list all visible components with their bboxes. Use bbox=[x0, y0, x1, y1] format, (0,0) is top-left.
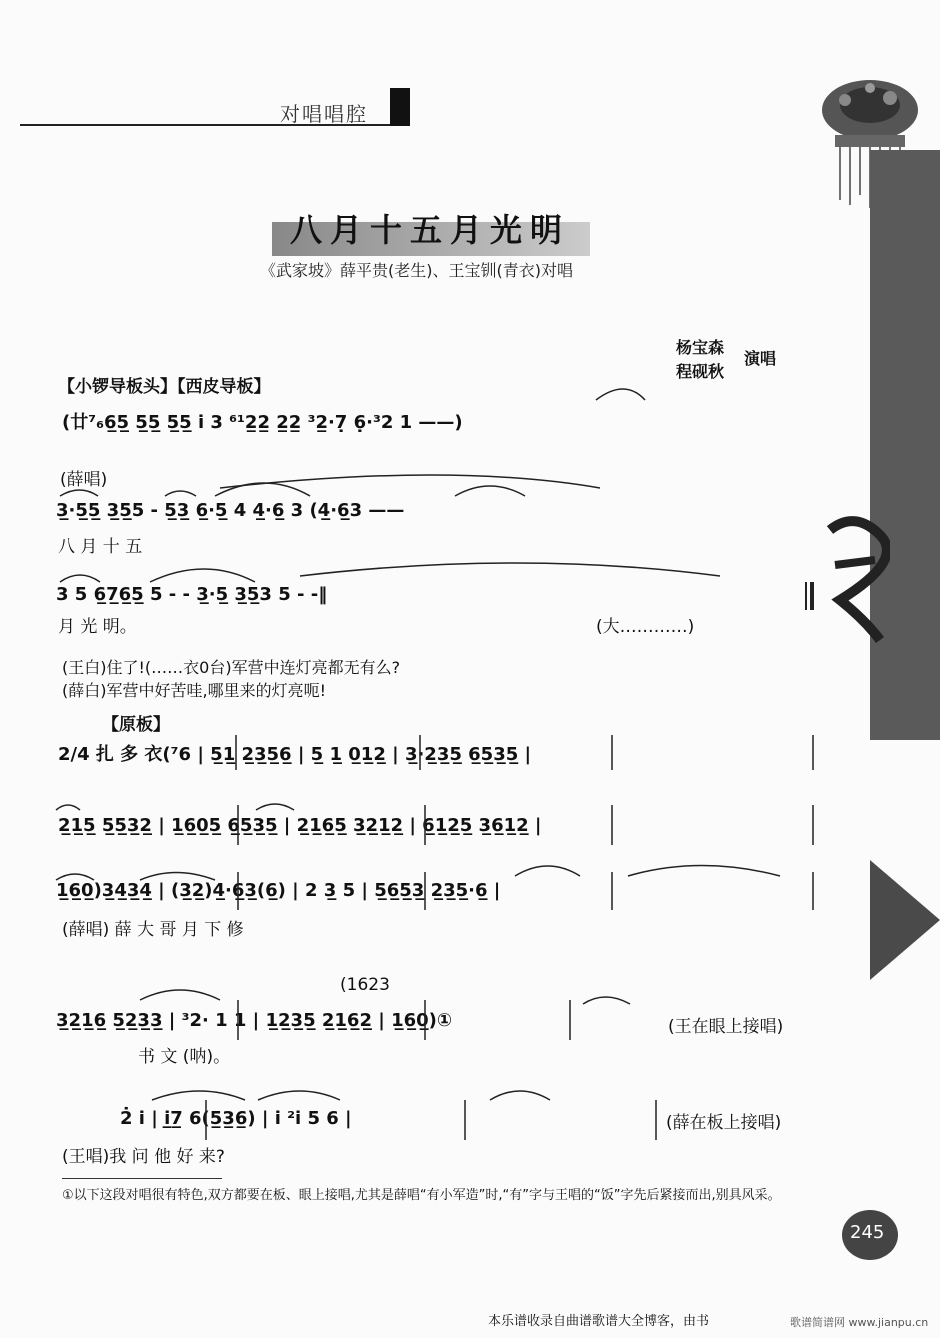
source-note: 本乐谱收录自曲谱歌谱大全博客，由书 bbox=[488, 1314, 710, 1329]
footnote: ①以下这段对唱很有特色,双方都要在板、眼上接唱,尤其是薛唱“有小军造”时,“有”字与王唱的“饭”字先后紧接而出,别具风采。 bbox=[62, 1188, 781, 1203]
watermark: 歌谱简谱网 www.jianpu.cn bbox=[790, 1316, 929, 1329]
page-number: 245 bbox=[850, 1222, 885, 1243]
dialogue-wang: (王白)住了!(……衣0台)军营中连灯亮都无有么? bbox=[62, 658, 401, 677]
performance-note-2: (薛在板上接唱) bbox=[666, 1113, 782, 1133]
lyrics-line-6: (薛唱) 薛 大 哥 月 下 修 bbox=[62, 920, 244, 940]
lyrics-line-8: (王唱)我 问 他 好 来? bbox=[62, 1147, 225, 1167]
score-line-7: 3̲2̲1̲6̲ 5̲2̲3̲3̲ | ³2· 1 1 | 1̲2̲3̲5̲ 2̲1̲6̲2̲ | 1̲6̲0̲)① bbox=[56, 1010, 453, 1031]
score-line-1: (廿⁷₆6̲5̲ 5̲5̲ 5̲5̲ i̇ 3 ⁶¹2̲2̲ 2̲2̲ ³2̲·7̣ 6̣·³2 1 ——) bbox=[62, 412, 463, 433]
score-line-6: 1̲6̲0̲)3̲4̲3̲4̲ | (3̲2̲)4̲·6̲3̲(6̲) | 2 3̲ 5 | 5̲6̲5̲3̲ 2̲3̲5̲·6̲ | bbox=[56, 880, 501, 901]
song-title: 八月十五月光明 bbox=[290, 211, 571, 249]
performer-role: 演唱 bbox=[744, 349, 777, 368]
score-line-2: 3̲·5̲5̲ 3̲5̲5 - 5̲3̲ 6̲·5̲ 4 4̲·6̲ 3 (4̲·6̲3 —— bbox=[56, 500, 405, 521]
score-line-3: 3 5 6̲7̲6̲5̲ 5 - - 3̲·5̲ 3̲5̲3 5 - -‖ bbox=[56, 584, 328, 605]
intro-section-label: 【小锣导板头】【西皮导板】 bbox=[58, 377, 271, 397]
score-line-4: 2/4 扎 多 衣(⁷6 | 5̲1̲ 2̲3̲5̲6̲ | 5̲ 1̲ 0̲1̲2̲ | 3̲·2̲3̲5̲ 6̲5̲3̲5̲ | bbox=[58, 744, 532, 765]
score-line-8: 2̇ i | i̲7̲ 6(5̲3̲6̲) | i ²i 5 6 | bbox=[120, 1108, 352, 1129]
performer-1: 杨宝森 bbox=[676, 338, 725, 357]
section-header: 对唱唱腔 bbox=[280, 102, 368, 126]
performance-note-1: (王在眼上接唱) bbox=[668, 1017, 784, 1037]
lyrics-line-7: 书 文 (呐)。 bbox=[138, 1047, 231, 1067]
song-subtitle: 《武家坡》薛平贵(老生)、王宝钏(青衣)对唱 bbox=[260, 261, 573, 280]
lyrics-line-3-percussion: (大…………) bbox=[596, 617, 695, 637]
lyrics-line-2: 八 月 十 五 bbox=[58, 537, 143, 557]
score-line-5: 2̲1̲5̲ 5̲5̲3̲2̲ | 1̲6̲0̲5̲ 6̲5̲3̲5̲ | 2̲1̲6̲5̲ 3̲2̲1̲2̲ | 6̲1̲2̲5̲ 3̲6̲1̲2̲ | bbox=[58, 815, 542, 836]
lyrics-line-3: 月 光 明。 bbox=[58, 617, 137, 637]
role-label-xue: (薛唱) bbox=[60, 470, 108, 490]
footnote-rule bbox=[62, 1178, 222, 1179]
dialogue-xue: (薛白)军营中好苦哇,哪里来的灯亮呃! bbox=[62, 681, 326, 700]
yuanban-section-label: 【原板】 bbox=[102, 715, 170, 735]
grace-notes-overline: (1623 bbox=[340, 975, 390, 995]
performer-2: 程砚秋 bbox=[676, 362, 725, 381]
